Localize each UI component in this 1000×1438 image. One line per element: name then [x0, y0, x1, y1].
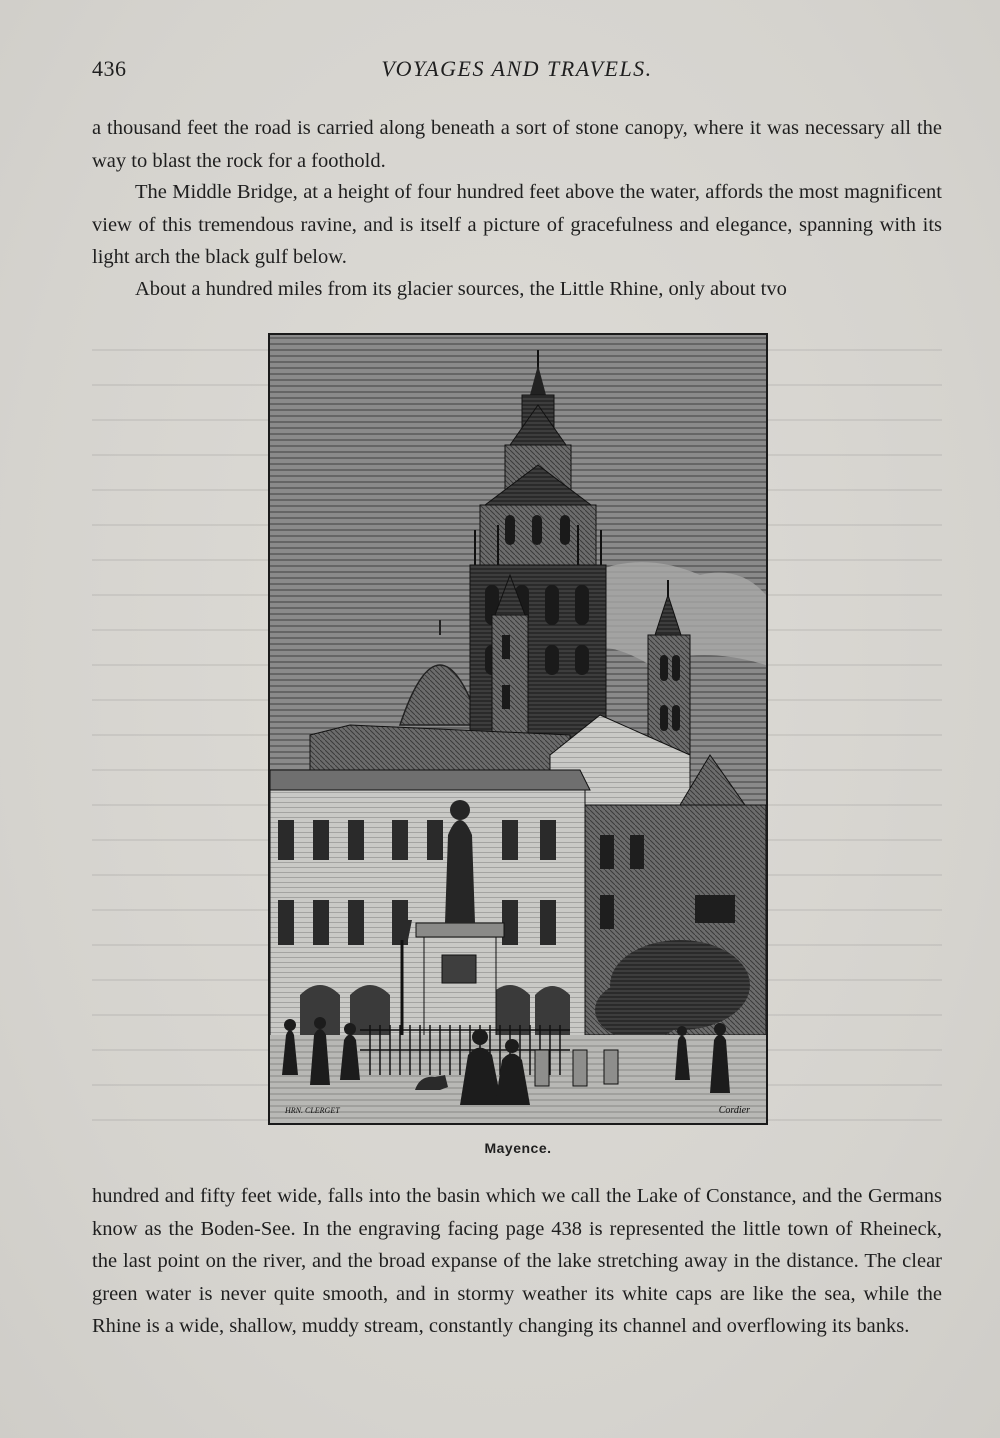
running-header [92, 56, 942, 90]
engraver-signature-left: HRN. CLERGET [285, 1106, 340, 1115]
paragraph-middle-bridge: The Middle Bridge, at a height of four hundred feet above the water, affords the most magnificent view of this tremendous ravine, and is itself a picture of gracefulness and elegance, spanning with its light arch the black gulf below. [92, 181, 942, 268]
engraving-mayence [268, 333, 768, 1125]
engraving-illustration [270, 335, 766, 1123]
paragraph-lake-constance: hundred and fifty feet wide, falls into the basin which we call the Lake of Constance, and the Germans know as the Boden-See. In the engraving facing page 438 is represented the little town of Rheineck, the last point on the river, and the broad expanse of the lake stretching away in the distance. The clear green water is never quite smooth, and in stormy weather its white caps are like the sea, while the Rhine is a wide, shallow, muddy stream, constantly changing its channel and overflowing its banks. [92, 1185, 942, 1337]
page-number: 436 [92, 56, 127, 81]
paragraph-continuation: a thousand feet the road is carried along beneath a sort of stone canopy, where it was necessary all the way to blast the rock for a foothold. [92, 117, 942, 172]
figure-caption: Mayence. [484, 1140, 552, 1156]
engraver-signature-right: Cordier [718, 1105, 750, 1116]
paragraph-little-rhine-start: About a hundred miles from its glacier sources, the Little Rhine, only about tvo [135, 278, 787, 300]
running-head-title: VOYAGES AND TRAVELS. [381, 56, 653, 81]
bollards [535, 1050, 618, 1086]
